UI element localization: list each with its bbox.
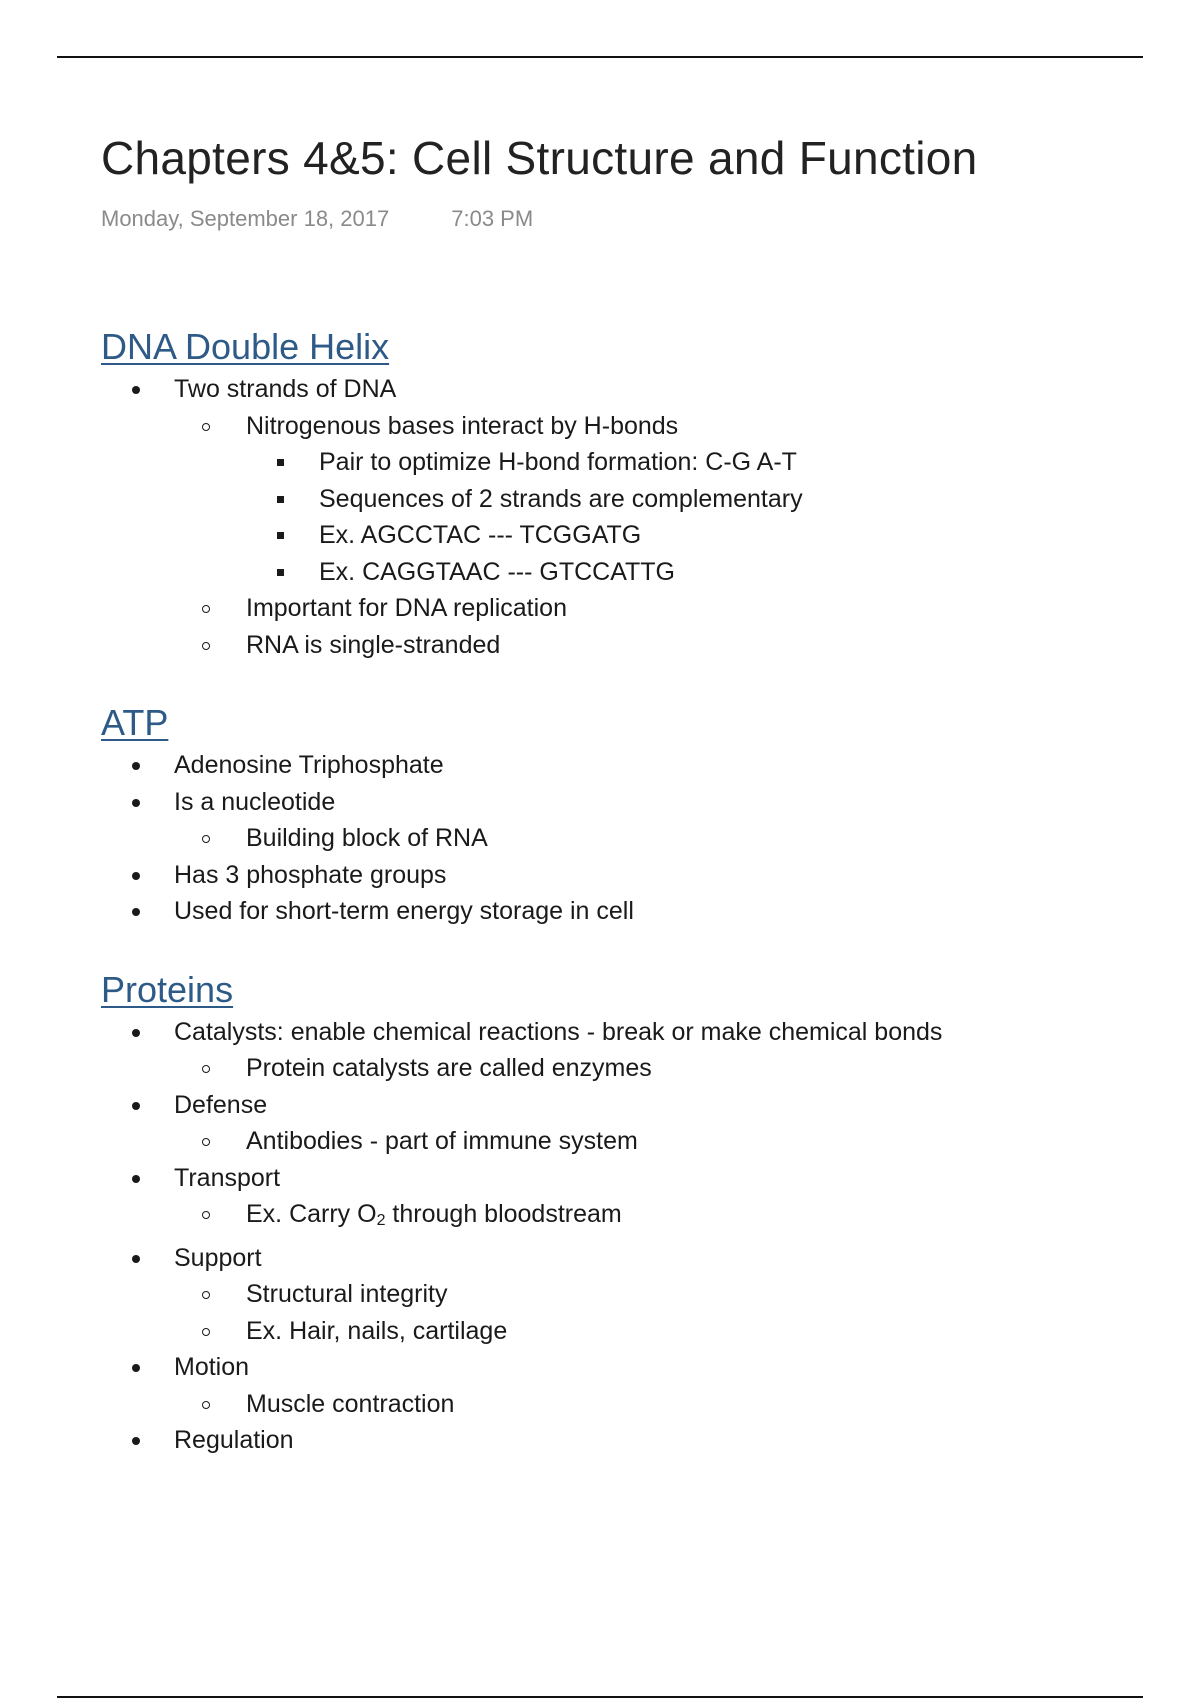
list-item-text: Is a nucleotide — [174, 787, 336, 816]
page-time: 7:03 PM — [451, 206, 534, 231]
list-item — [101, 1050, 1141, 1087]
list-item — [101, 820, 1141, 857]
square-bullet-icon — [277, 569, 284, 576]
square-bullet-icon — [277, 532, 284, 539]
list-item-text: Adenosine Triphosphate — [174, 751, 444, 779]
list-item-text: Building block of RNA — [246, 824, 488, 852]
list-item-text: Antibodies - part of immune system — [246, 1127, 638, 1155]
page-title: Chapters 4&5: Cell Structure and Function — [101, 132, 978, 184]
list-item — [101, 590, 1141, 627]
list-item — [101, 1160, 1141, 1240]
hollow-bullet-icon — [202, 605, 210, 613]
list-item — [101, 1196, 1141, 1240]
list-item-text: Pair to optimize H-bond formation: C-G A-T — [319, 448, 797, 476]
section-proteins — [101, 968, 1141, 1459]
list-item-text: Two strands of DNA — [174, 375, 397, 403]
hollow-bullet-icon — [202, 423, 210, 431]
hollow-bullet-icon — [202, 1211, 210, 1219]
bullet-icon — [132, 1364, 140, 1372]
list-item-text: Used for short-term energy storage in cell — [174, 897, 634, 925]
list-item — [101, 1386, 1141, 1423]
list-item — [101, 747, 1141, 784]
top-rule — [57, 56, 1143, 58]
square-bullet-icon — [277, 459, 284, 466]
list-item — [101, 517, 1141, 554]
list-item-text: Protein catalysts are called enzymes — [246, 1054, 652, 1082]
carry-text-suffix: through bloodstream — [385, 1200, 622, 1228]
list-item — [101, 1422, 1141, 1459]
hollow-bullet-icon — [202, 1065, 210, 1073]
list-item-text: Ex. Hair, nails, cartilage — [246, 1316, 508, 1345]
list-item — [101, 784, 1141, 857]
list-item-text: Support — [174, 1243, 262, 1272]
list-item — [101, 1240, 1141, 1350]
bullet-icon — [132, 799, 140, 807]
list-item — [101, 444, 1141, 481]
atp-list — [101, 747, 1141, 930]
list-item-text: Regulation — [174, 1426, 294, 1454]
note-content — [101, 325, 1141, 1480]
list-item — [101, 893, 1141, 930]
bullet-icon — [132, 1175, 140, 1183]
section-heading-dna: DNA Double Helix — [101, 326, 390, 367]
list-item-text: Defense — [174, 1090, 268, 1119]
bottom-rule — [57, 1696, 1143, 1698]
bullet-icon — [132, 1255, 140, 1263]
list-item-text: Structural integrity — [246, 1280, 448, 1308]
bullet-icon — [132, 908, 140, 916]
list-item — [101, 554, 1141, 591]
hollow-bullet-icon — [202, 642, 210, 650]
bullet-icon — [132, 872, 140, 880]
list-item-text: Motion — [174, 1353, 250, 1381]
page-metadata — [101, 206, 533, 232]
bullet-icon — [132, 386, 140, 394]
carry-text-prefix: Ex. Carry O — [246, 1200, 377, 1228]
bullet-icon — [132, 762, 140, 770]
list-item — [101, 481, 1141, 518]
list-item — [101, 1014, 1141, 1087]
section-heading-proteins: Proteins — [101, 968, 234, 1010]
bullet-icon — [132, 1029, 140, 1037]
list-item — [101, 1313, 1141, 1350]
bullet-icon — [132, 1437, 140, 1445]
hollow-bullet-icon — [202, 835, 210, 843]
list-item — [101, 408, 1141, 591]
square-bullet-icon — [277, 496, 284, 503]
section-heading-atp: ATP — [101, 702, 169, 743]
hollow-bullet-icon — [202, 1291, 210, 1299]
bullet-icon — [132, 1102, 140, 1110]
list-item — [101, 1123, 1141, 1160]
list-item-text: Ex. AGCCTAC --- TCGGATG — [319, 521, 642, 549]
list-item-text: Ex. CAGGTAAC --- GTCCATTG — [319, 557, 676, 586]
list-item-text — [246, 1200, 622, 1228]
list-item — [101, 857, 1141, 894]
list-item — [101, 1087, 1141, 1160]
list-item-text: Transport — [174, 1163, 281, 1192]
list-item-text: Sequences of 2 strands are complementary — [319, 484, 803, 513]
hollow-bullet-icon — [202, 1328, 210, 1336]
dna-list — [101, 371, 1141, 663]
list-item-text: Catalysts: enable chemical reactions - break or make chemical bonds — [174, 1017, 943, 1046]
list-item-text: Important for DNA replication — [246, 594, 567, 622]
oxygen-subscript: 2 — [376, 1212, 386, 1229]
hollow-bullet-icon — [202, 1138, 210, 1146]
list-item-text: Nitrogenous bases interact by H-bonds — [246, 411, 679, 440]
page-date: Monday, September 18, 2017 — [101, 206, 390, 231]
section-dna-double-helix — [101, 325, 1141, 663]
list-item — [101, 1349, 1141, 1422]
list-item — [101, 1276, 1141, 1313]
hollow-bullet-icon — [202, 1401, 210, 1409]
proteins-list — [101, 1014, 1141, 1459]
list-item-text: Has 3 phosphate groups — [174, 860, 447, 889]
list-item-text: Muscle contraction — [246, 1389, 455, 1418]
list-item — [101, 627, 1141, 664]
list-item-text: RNA is single-stranded — [246, 630, 501, 659]
list-item — [101, 371, 1141, 663]
section-atp — [101, 701, 1141, 930]
